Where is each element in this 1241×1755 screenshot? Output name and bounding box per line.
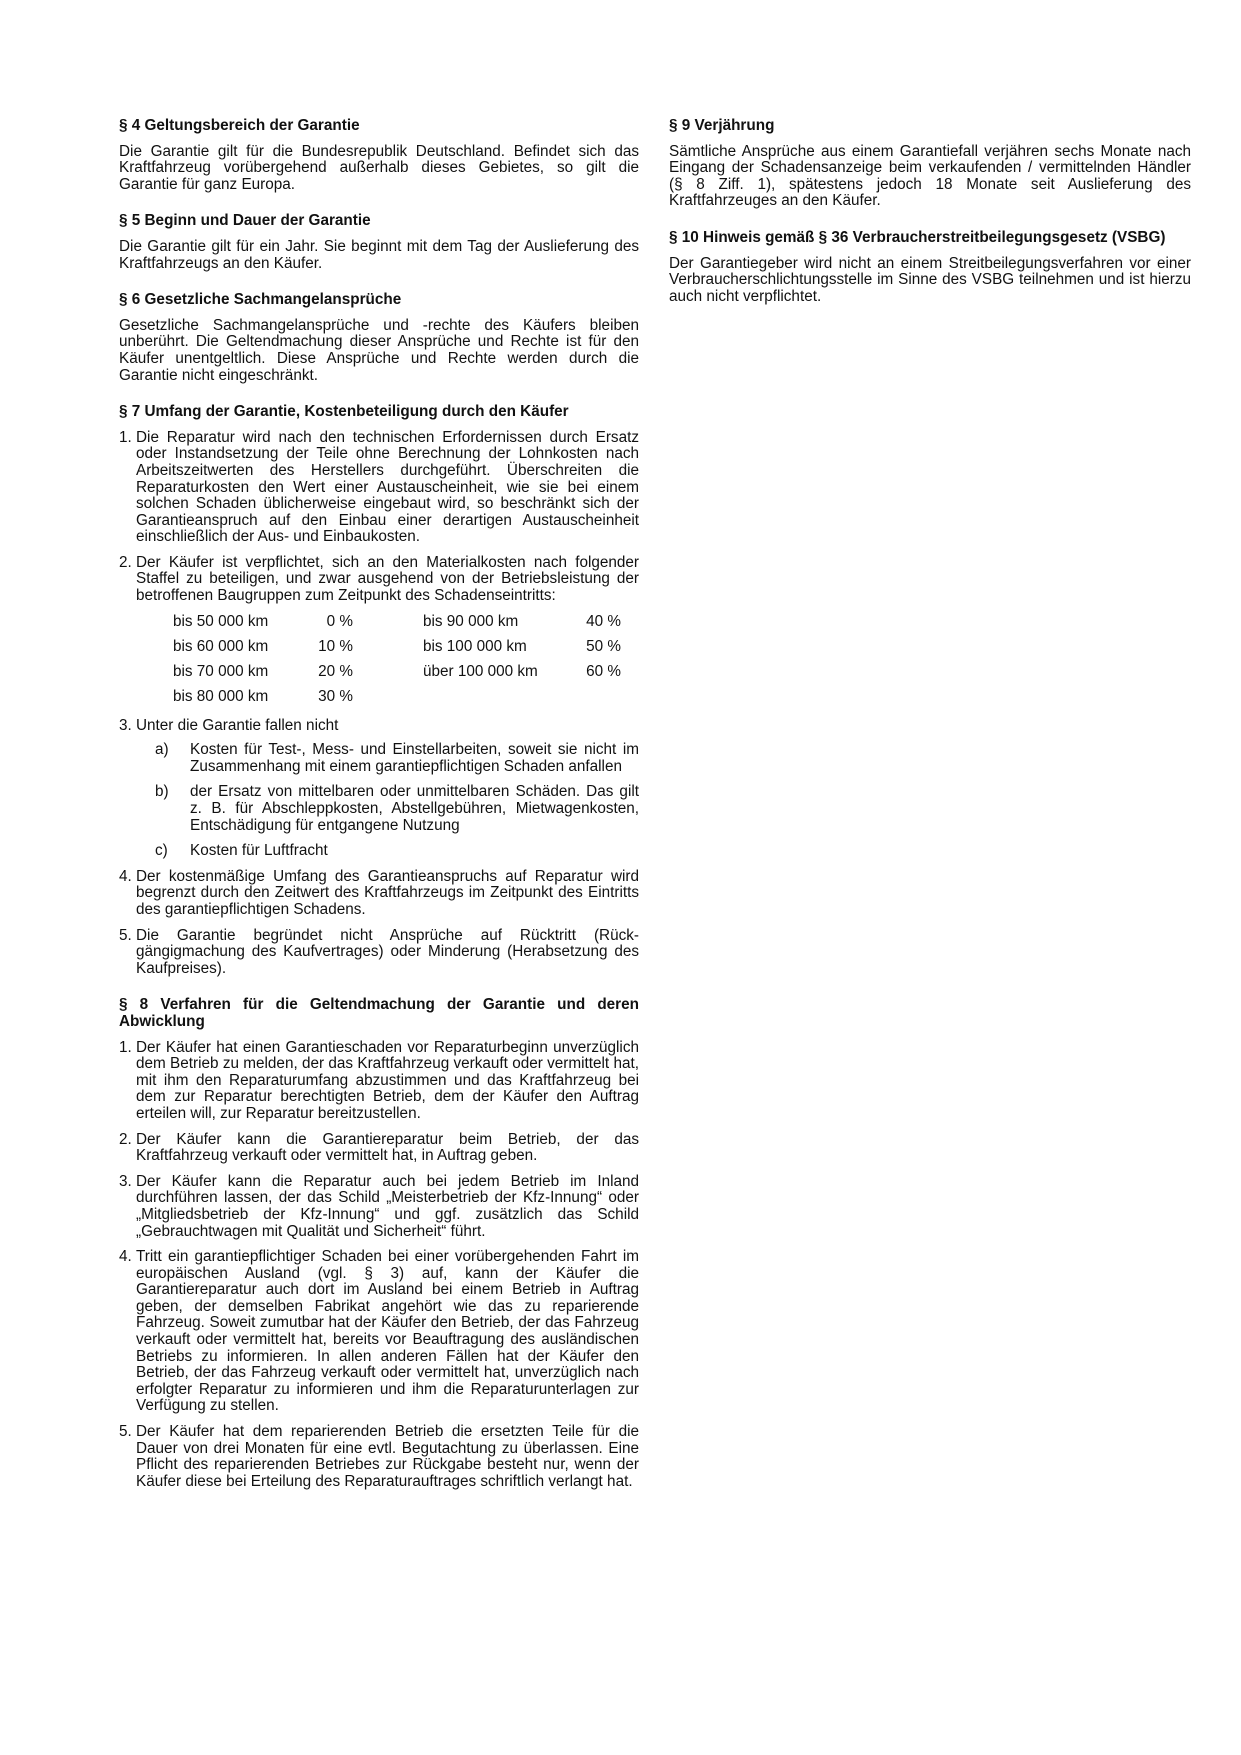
sub-list-text: Kosten für Luftfracht (190, 842, 328, 860)
list-item-number: 4. (119, 867, 132, 885)
table-cell: 30 % (318, 687, 353, 705)
list-item (119, 928, 639, 978)
list-item-text: Tritt ein garantiepflichtiger Schaden bei einer vorübergehenden Fahrt im europäischen Ausland (vgl. § 3) auf, kann der Käufer die Garantiereparatur auch dort im Ausland bei einem Betrieb in Auftrag geben, der demselben Fabrikat angehört wie das zu reparierende Fahrzeug. Soweit zumutbar hat der Käufer den Betrieb, der das Fahrzeug verkauft oder vermittelt hat, bereits vor Beauftragung des ausländischen Betriebs zu informieren. In allen anderen Fällen hat der Käufer den Betrieb, der das Fahrzeug verkauft oder vermittelt hat, unverzüglich nach erfolgter Reparatur zu informieren und ihm die Reparaturunterlagen zur Verfügung zu stellen. (136, 1248, 639, 1415)
list-item (119, 718, 639, 860)
table-row (173, 659, 621, 684)
list-item (119, 1040, 639, 1123)
section-8 (119, 997, 639, 1490)
section-7 (119, 404, 639, 977)
section-7-title: § 7 Umfang der Garantie, Kostenbeteiligung durch den Käufer (119, 403, 569, 421)
section-5 (119, 213, 639, 272)
list-item-text: Der Käufer hat einen Garantieschaden vor Reparaturbeginn unverzüglich dem Betrieb zu melden, der das Kraftfahrzeug verkauft oder vermittelt hat, mit ihm den Reparaturumfang abzustimmen und das Kraftfahrzeug bei dem zur Reparatur berechtigten Betrieb, dem der Käufer den Auftrag erteilen will, zur Reparatur bereitzustellen. (136, 1038, 639, 1122)
list-item-number: 5. (119, 926, 132, 944)
sub-list-item (136, 742, 639, 775)
section-5-text: Die Garantie gilt für ein Jahr. Sie beginnt mit dem Tag der Auslieferung des Kraftfahrzeugs an den Käufer. (119, 237, 639, 272)
list-item (119, 1132, 639, 1165)
list-item (119, 1424, 639, 1490)
table-cell: bis 70 000 km (173, 662, 269, 680)
table-cell: 40 % (586, 612, 621, 630)
table-cell (423, 684, 573, 709)
sub-list-item (136, 784, 639, 834)
table-cell: über 100 000 km (423, 662, 538, 680)
table-cell: 10 % (318, 637, 353, 655)
section-9 (669, 118, 1191, 210)
list-item-text: Der Käufer kann die Garantiereparatur beim Betrieb, der das Kraftfahrzeug verkauft oder vermittelt hat, in Auftrag geben. (136, 1130, 639, 1165)
sub-list-letter: b) (155, 783, 169, 801)
table-cell (573, 684, 621, 709)
table-spacer (353, 684, 423, 709)
table-cell: 0 % (326, 612, 353, 630)
section-9-text: Sämtliche Ansprüche aus einem Garantiefall verjähren sechs Monate nach Eingang der Schadensanzeige beim verkaufenden / vermittelnden Händler (§ 8 Ziff. 1), spätestens jedoch 18 Monate seit Auslieferung des Kraftfahrzeuges an den Käufer. (669, 142, 1191, 210)
table-cell: bis 100 000 km (423, 637, 527, 655)
list-item-number: 1. (119, 428, 132, 446)
table-spacer (353, 609, 423, 634)
list-item-number: 5. (119, 1423, 132, 1441)
list-item-number: 1. (119, 1038, 132, 1056)
exclusions-list (136, 742, 639, 860)
section-8-list (119, 1040, 639, 1491)
list-item-text: Die Garantie begründet nicht Ansprüche auf Rücktritt (Rückgängigmachung des Kaufvertrages) oder Minderung (Herabsetzung des Kaufpreises). (136, 926, 639, 977)
sub-list-text: Kosten für Test-, Mess- und Einstellarbeiten, soweit sie nicht im Zusammenhang mit einem garantiepflichtigen Schaden anfallen (190, 741, 639, 775)
list-item (119, 430, 639, 546)
section-10 (669, 230, 1191, 305)
table-row (173, 609, 621, 634)
cost-share-table (173, 609, 621, 709)
sub-list-text: der Ersatz von mittelbaren oder unmittelbaren Schäden. Das gilt z. B. für Abschleppkosten, Abstellgebühren, Mietwagenkosten, Entschädigung für entgangene Nutzung (190, 783, 639, 834)
section-6-text: Gesetzliche Sachmangelansprüche und -rechte des Käufers bleiben unberührt. Die Geltendmachung dieser Ansprüche und Rechte ist für den Käufer unentgeltlich. Diese Ansprüche und Rechte werden durch die Garantie nicht eingeschränkt. (119, 316, 639, 384)
list-item (119, 555, 639, 709)
section-4 (119, 118, 639, 193)
sub-list-item (136, 843, 639, 860)
section-9-title: § 9 Verjährung (669, 117, 775, 134)
table-cell: 60 % (586, 662, 621, 680)
section-6-title: § 6 Gesetzliche Sachmangelansprüche (119, 291, 402, 309)
section-7-list (119, 430, 639, 978)
table-row (173, 684, 621, 709)
section-8-title: § 8 Verfahren für die Geltendmachung der Garantie und deren Abwicklung (119, 996, 639, 1030)
sub-list-letter: a) (155, 741, 169, 759)
list-item (119, 869, 639, 919)
list-item-number: 4. (119, 1248, 132, 1266)
left-column (119, 118, 639, 1510)
list-item-text: Der Käufer ist verpflichtet, sich an den Materialkosten nach folgender Staffel zu beteiligen, und zwar ausgehend von der Betriebsleistung der betroffenen Baugruppen zum Zeitpunkt des Schadenseintritts: (136, 553, 639, 605)
list-item-text: Der Käufer hat dem reparierenden Betrieb die ersetzten Teile für die Dauer von drei Monaten für eine evtl. Begutachtung zu überlassen. Eine Pflicht des reparierenden Betriebes zur Rückgabe besteht nur, wenn der Käufer diese bei Erteilung des Reparaturauftrages schriftlich verlangt hat. (136, 1423, 639, 1490)
list-item-number: 2. (119, 1130, 132, 1148)
section-4-text: Die Garantie gilt für die Bundesrepublik Deutschland. Befindet sich das Kraftfahrzeug vorübergehend außerhalb dieses Gebietes, so gilt die Garantie für ganz Europa. (119, 142, 639, 193)
table-cell: bis 60 000 km (173, 637, 269, 655)
list-item-number: 3. (119, 1172, 132, 1190)
table-cell: 50 % (586, 637, 621, 655)
list-item-text: Der kostenmäßige Umfang des Garantieanspruchs auf Reparatur wird begrenzt durch den Zeitwert des Kraftfahrzeugs im Zeitpunkt des Eintritts des garantiepflichtigen Schadens. (136, 867, 639, 918)
list-item-text: Die Reparatur wird nach den technischen Erfordernissen durch Ersatz oder Instandsetzung der Teile ohne Berechnung der Lohnkosten nach Arbeitszeitwerten des Herstellers durchgeführt. Überschreiten die Reparaturkosten den Wert einer Austauscheinheit, wie sie bei einem solchen Schaden üblicherweise eingebaut wird, so beschränkt sich der Garantieanspruch auf den Einbau einer derartigen Austauscheinheit einschließlich der Aus- und Einbaukosten. (136, 428, 639, 546)
section-10-text: Der Garantiegeber wird nicht an einem Streitbeilegungsverfahren vor einer Verbraucherschlichtungsstelle im Sinne des VSBG teilnehmen und ist hierzu auch nicht verpflichtet. (669, 254, 1191, 305)
section-6 (119, 292, 639, 384)
list-item (119, 1174, 639, 1240)
list-item-text: Der Käufer kann die Reparatur auch bei jedem Betrieb im Inland durchführen lassen, der das Schild „Meisterbetrieb der Kfz-Innung“ oder „Mitgliedsbetrieb der Kfz-Innung“ und ggf. zusätzlich das Schild „Gebrauchtwagen mit Qualität und Sicherheit“ führt. (136, 1172, 639, 1240)
table-spacer (353, 634, 423, 659)
table-cell: bis 90 000 km (423, 612, 519, 630)
section-5-title: § 5 Beginn und Dauer der Garantie (119, 212, 371, 230)
table-spacer (353, 659, 423, 684)
list-item-text: Unter die Garantie fallen nicht (136, 716, 339, 734)
table-cell: 20 % (318, 662, 353, 680)
sub-list-letter: c) (155, 842, 168, 860)
table-cell: bis 80 000 km (173, 687, 269, 705)
section-4-title: § 4 Geltungsbereich der Garantie (119, 117, 360, 134)
section-10-title: § 10 Hinweis gemäß § 36 Verbraucherstreitbeilegungsgesetz (VSBG) (669, 228, 1166, 246)
list-item-number: 2. (119, 553, 132, 571)
table-row (173, 634, 621, 659)
list-item (119, 1249, 639, 1415)
right-column (669, 118, 1191, 325)
table-cell: bis 50 000 km (173, 612, 269, 630)
list-item-number: 3. (119, 716, 132, 734)
